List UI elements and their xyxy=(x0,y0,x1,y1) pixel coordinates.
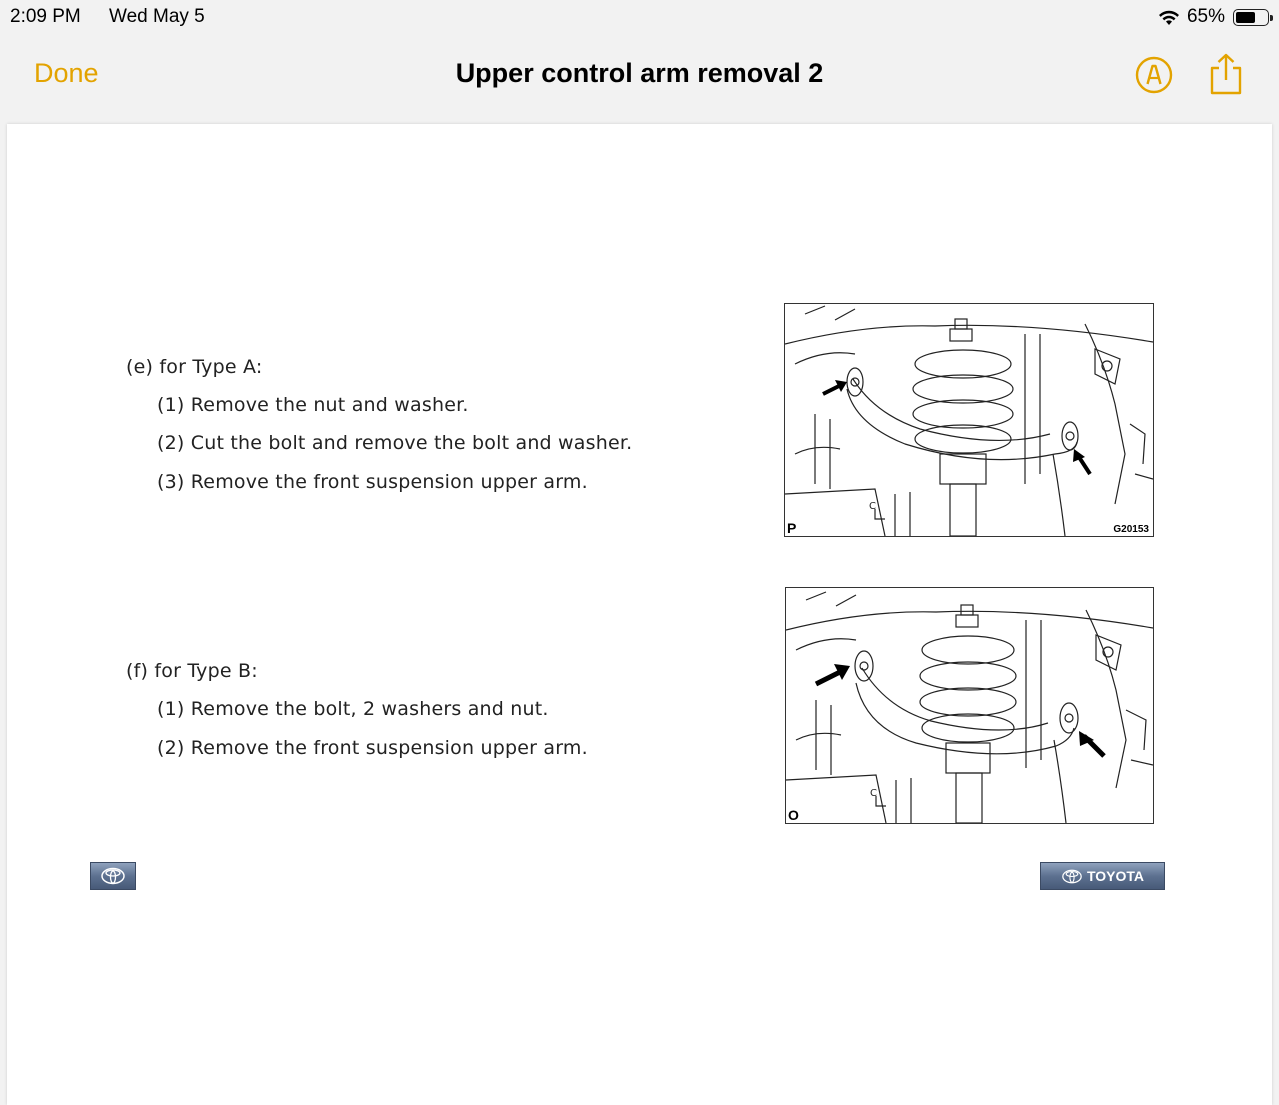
figure-letter: O xyxy=(788,807,799,823)
suspension-diagram-type-a xyxy=(785,304,1153,536)
toyota-emblem-icon xyxy=(100,867,126,885)
section-f-step-2: (2) Remove the front suspension upper arm. xyxy=(157,737,588,759)
status-bar xyxy=(0,0,1279,34)
figure-type-b xyxy=(785,587,1154,824)
done-button[interactable]: Done xyxy=(34,58,99,88)
battery-icon xyxy=(1233,9,1269,26)
figure-type-a xyxy=(784,303,1154,537)
toyota-logo-small xyxy=(90,862,136,890)
brand-name: TOYOTA xyxy=(1086,868,1145,884)
section-e-step-3: (3) Remove the front suspension upper arm. xyxy=(157,471,588,493)
document-page[interactable] xyxy=(7,124,1272,1105)
status-time: 2:09 PM xyxy=(10,6,81,27)
status-indicators xyxy=(1157,6,1269,28)
document-title: Upper control arm removal 2 xyxy=(455,58,824,88)
toyota-logo-wide xyxy=(1040,862,1165,890)
battery-percent: 65% xyxy=(1186,6,1225,27)
section-e-heading: (e) for Type A: xyxy=(126,356,263,378)
section-e-step-2: (2) Cut the bolt and remove the bolt and washer. xyxy=(157,432,633,454)
toyota-emblem-icon xyxy=(1061,869,1083,884)
section-e-step-1: (1) Remove the nut and washer. xyxy=(157,394,469,416)
nav-bar xyxy=(0,34,1279,120)
figure-code: G20153 xyxy=(1113,524,1149,535)
section-f-heading: (f) for Type B: xyxy=(126,660,258,682)
svg-text:C: C xyxy=(869,501,876,512)
markup-icon[interactable] xyxy=(1135,56,1173,94)
section-f-step-1: (1) Remove the bolt, 2 washers and nut. xyxy=(157,698,549,720)
suspension-diagram-type-b xyxy=(786,588,1153,823)
status-date: Wed May 5 xyxy=(109,6,205,27)
figure-letter: P xyxy=(787,520,797,536)
wifi-icon xyxy=(1157,8,1181,26)
svg-text:C: C xyxy=(870,788,877,799)
share-icon[interactable] xyxy=(1208,52,1244,96)
